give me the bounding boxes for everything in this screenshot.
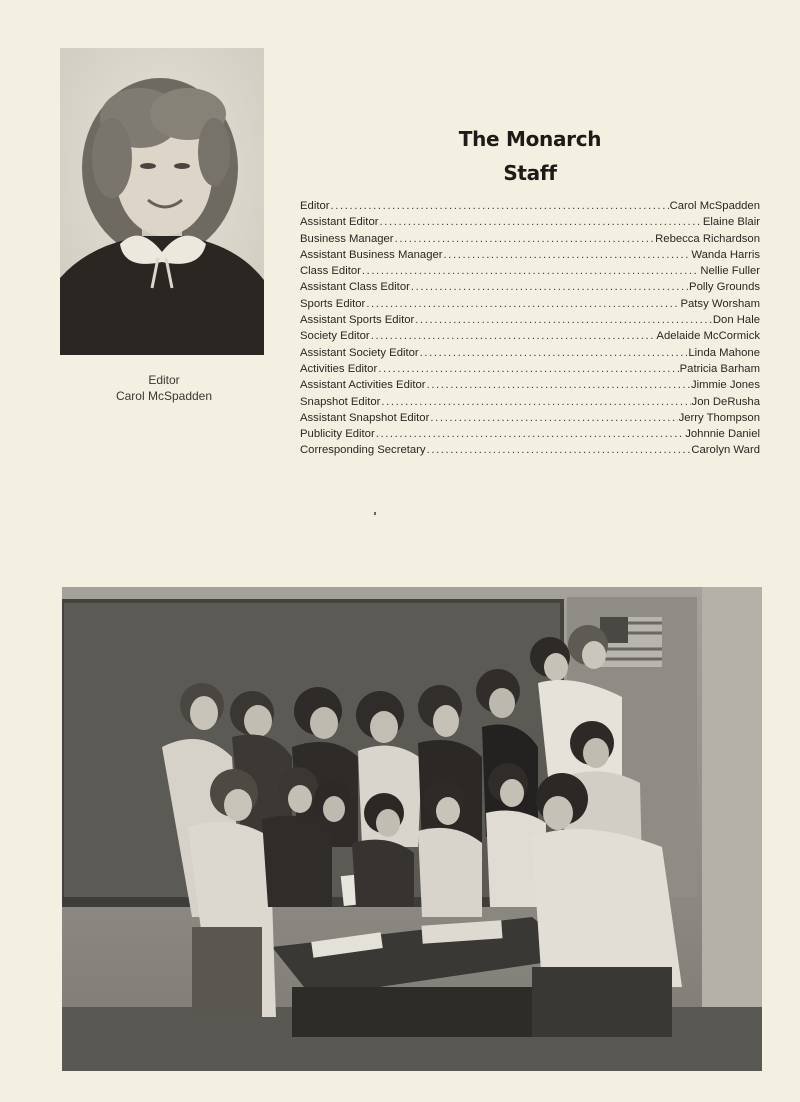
staff-row [300,426,760,442]
staff-row [300,279,760,295]
staff-name: Rebecca Richardson [655,232,760,245]
staff-row [300,198,760,214]
staff-row [300,231,760,247]
staff-name: Linda Mahone [688,346,760,359]
leader-dots [415,312,712,328]
caption-title: Editor [148,373,180,387]
staff-row [300,247,760,263]
leader-dots [379,214,701,230]
leader-dots [430,410,677,426]
leader-dots [444,247,691,263]
staff-row [300,442,760,458]
leader-dots [362,263,699,279]
leader-dots [331,198,669,214]
leader-dots [371,328,656,344]
leader-dots [378,361,678,377]
leader-dots [376,426,685,442]
staff-role: Publicity Editor [300,428,375,441]
staff-group-photo [62,587,762,1071]
editor-portrait-photo [60,48,264,355]
staff-name: Carolyn Ward [691,444,760,457]
staff-name: Nellie Fuller [700,265,760,278]
staff-role: Snapshot Editor [300,395,381,408]
staff-row [300,361,760,377]
staff-role: Assistant Business Manager [300,248,443,261]
staff-name: Wanda Harris [691,248,760,261]
leader-dots [366,296,679,312]
staff-list [300,198,760,459]
leader-dots [427,377,690,393]
staff-row [300,328,760,344]
staff-role: Editor [300,200,330,212]
staff-heading [430,126,630,188]
staff-row [300,377,760,393]
paper-speck [374,512,376,515]
heading-subtitle: Staff [503,161,557,185]
staff-role: Assistant Snapshot Editor [300,411,430,424]
leader-dots [395,231,655,247]
leader-dots [411,279,688,295]
staff-row [300,263,760,279]
staff-row [300,214,760,230]
staff-name: Johnnie Daniel [685,428,760,441]
staff-name: Patricia Barham [679,362,760,375]
staff-row [300,312,760,328]
staff-name: Don Hale [712,314,760,327]
heading-title: The Monarch [458,127,602,151]
portrait-caption [90,372,238,404]
staff-role: Society Editor [300,330,370,343]
staff-row [300,345,760,361]
staff-role: Assistant Class Editor [300,281,410,294]
leader-dots [381,394,690,410]
staff-role: Business Manager [300,232,394,245]
staff-name: Jimmie Jones [690,379,760,392]
staff-role: Assistant Editor [300,216,379,229]
staff-role: Assistant Activities Editor [300,379,426,392]
staff-role: Assistant Sports Editor [300,314,415,327]
staff-name: Carol McSpadden [669,200,760,212]
leader-dots [427,442,691,458]
staff-role: Assistant Society Editor [300,346,419,359]
staff-role: Corresponding Secretary [300,444,426,457]
staff-row [300,410,760,426]
staff-role: Class Editor [300,265,361,278]
leader-dots [420,345,688,361]
staff-role: Activities Editor [300,362,378,375]
caption-name: Carol McSpadden [115,389,213,403]
staff-name: Jerry Thompson [678,411,760,424]
staff-name: Jon DeRusha [691,395,760,408]
staff-name: Elaine Blair [702,216,760,229]
staff-row [300,394,760,410]
staff-name: Patsy Worsham [680,297,760,310]
staff-name: Adelaide McCormick [656,330,760,343]
staff-role: Sports Editor [300,297,366,310]
staff-row [300,296,760,312]
staff-name: Polly Grounds [689,281,760,294]
